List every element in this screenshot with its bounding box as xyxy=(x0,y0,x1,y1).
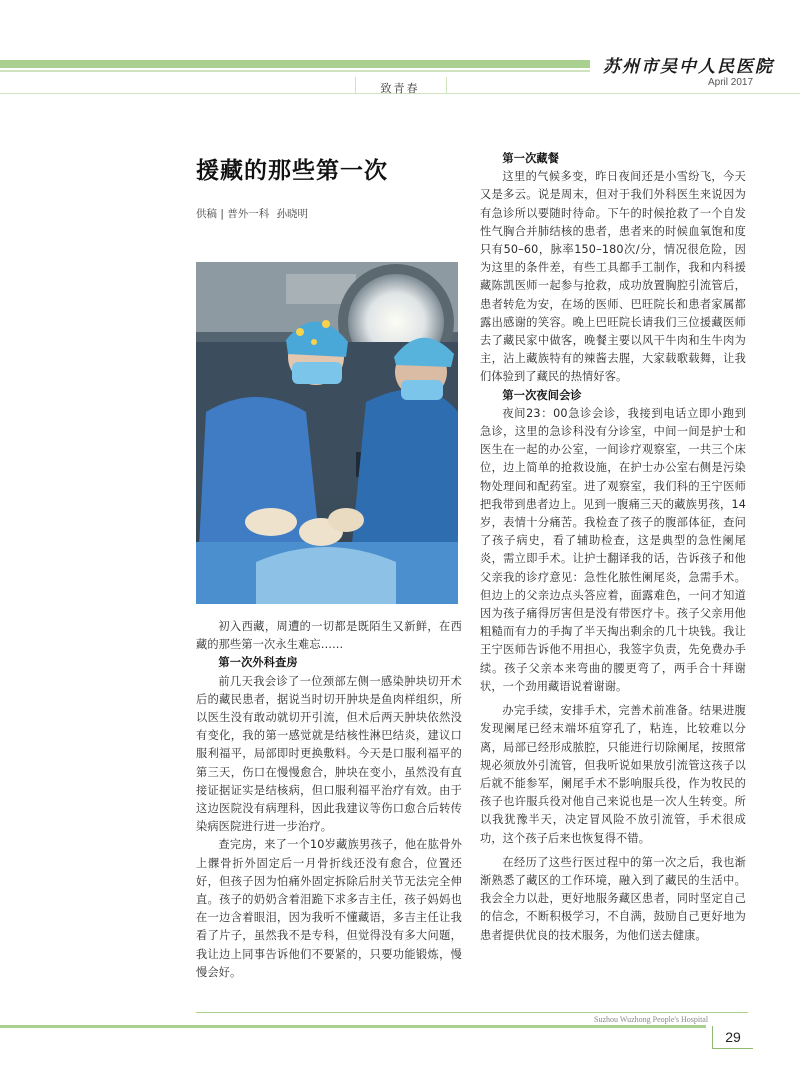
hospital-name: 苏州市吴中人民医院 xyxy=(603,57,774,77)
header-accent-bar xyxy=(0,60,590,68)
paragraph: 查完房，来了一个10岁藏族男孩子，他在肱骨外上髁骨折外固定后一月骨折线还没有愈合，位置还好，但孩子因为怕痛外固定拆除后肘关节无法完全伸直。孩子的奶奶含着泪跪下求多吉主任，孩子妈妈也在一边含着眼泪，因为我听不懂藏语，多吉主任让我看了片子，虽然我不是专科，但觉得没有多大问题，我让边上同事告诉他们不要紧的，只要功能锻炼，慢慢会好。 xyxy=(196,838,462,979)
right-column xyxy=(480,150,746,945)
section-heading: 第一次外科查房 xyxy=(218,656,298,670)
surgery-photo-illustration xyxy=(196,262,458,604)
paragraph: 这里的气候多变，昨日夜间还是小雪纷飞，今天又是多云。说是周末，但对于我们外科医生来说因为有急诊所以要随时待命。下午的时候抢救了一个自发性气胸合并肺结核的患者，患者来的时候血氧饱和度只有50–60，脉率150–180次/分，情况很危险，因为这里的条件差，有些工具都手工制作，我和内科援藏陈凯医师一起参与抢救，成功放置胸腔引流管后，患者转危为安，在场的医师、巴旺院长和患者家属都露出感谢的笑容。晚上巴旺院长请我们三位援藏医师去了藏民家中做客，晚餐主要以风干牛肉和生牛肉为主，沾上藏族特有的辣酱去腥，大家载歌载舞，让我们体验到了藏民的热情好客。 xyxy=(480,170,746,384)
paragraph: 前几天我会诊了一位颈部左侧一感染肿块切开术后的藏民患者，据说当时切开肿块是鱼肉样组织，所以医生没有敢动就切开引流，但术后两天肿块依然没有变化，我的第一感觉就是结核性淋巴结炎，建议口服利福平，局部即时更换敷料。今天是口服利福平的第三天，伤口在慢慢愈合，肿块在变小，虽然没有直接证据证实是结核病，但口服利福平治疗有效。由于这边医院没有病理科，因此我建议等伤口愈合后转传染病医院进行进一步治疗。 xyxy=(196,674,462,834)
footer-divider xyxy=(196,1012,748,1013)
page-number: 29 xyxy=(712,1026,753,1049)
byline xyxy=(196,206,312,221)
surgery-photo xyxy=(196,262,458,604)
header-accent-bar-thin xyxy=(0,70,590,72)
article-title: 援藏的那些第一次 xyxy=(196,158,388,184)
paragraph: 在经历了这些行医过程中的第一次之后，我也渐渐熟悉了藏区的工作环境，融入到了藏民的生活中。我会全力以赴，更好地服务藏区患者，同时坚定自己的信念，不断积极学习，不自满，鼓励自己更好地为患者提供优良的技术服务，为他们送去健康。 xyxy=(480,855,746,942)
paragraph: 办完手续，安排手术，完善术前准备。结果进腹发现阑尾已经末端坏疽穿孔了，粘连，比较难以分离，局部已经形成脓腔，只能进行切除阑尾，按照常规必须放外引流管，但我听说如果放引流管这孩子以后就不能参军，阑尾手术不影响服兵役，作为牧民的孩子也许服兵役对他自己来说也是一次人生转变。所以我犹豫半天，决定冒风险不放引流管，手术很成功，这个孩子后来也恢复得不错。 xyxy=(480,704,746,845)
paragraph: 夜间23：00急诊会诊，我接到电话立即小跑到急诊，这里的急诊科没有分诊室，中间一间是护士和医生在一起的办公室，一间诊疗观察室，一共三个床位，边上简单的抢救设施，在护士办公室右侧是污染物处理间和配药室。进了观察室，我们科的王宁医师把我带到患者边上。见到一腹痛三天的藏族男孩，14岁，表情十分痛苦。我检查了孩子的腹部体征，查问了孩子病史，看了辅助检查，这是典型的急性阑尾炎，需立即手术。让护士翻译我的话，告诉孩子和他父亲我的诊疗意见：急性化脓性阑尾炎，急需手术。但边上的父亲边点头答应着，面露难色，一问才知道因为孩子痛得厉害但是没有带医疗卡。孩子父亲用他粗糙而有力的手掏了半天掏出剩余的几十块钱。我让王宁医师告诉他不用担心，我签字负责，先免费办手续。孩子父亲本来弯曲的腰更弯了，两手合十拜谢状，一个劲用藏语说着谢谢。 xyxy=(480,406,746,693)
byline-label: 供稿 | 普外一科 xyxy=(196,208,270,220)
left-column xyxy=(196,618,462,982)
issue-month: April 2017 xyxy=(708,77,754,88)
footer-accent-bar xyxy=(0,1025,706,1028)
footer-hospital-en: Suzhou Wuzhong People's Hospital xyxy=(594,1015,709,1024)
intro-paragraph: 初入西藏，周遭的一切都是既陌生又新鲜，在西藏的那些第一次永生难忘…… xyxy=(196,620,462,652)
section-heading: 第一次夜间会诊 xyxy=(502,388,582,402)
byline-author: 孙晓明 xyxy=(276,208,309,220)
section-name: 致青春 xyxy=(380,82,420,95)
section-heading: 第一次藏餐 xyxy=(502,152,560,165)
